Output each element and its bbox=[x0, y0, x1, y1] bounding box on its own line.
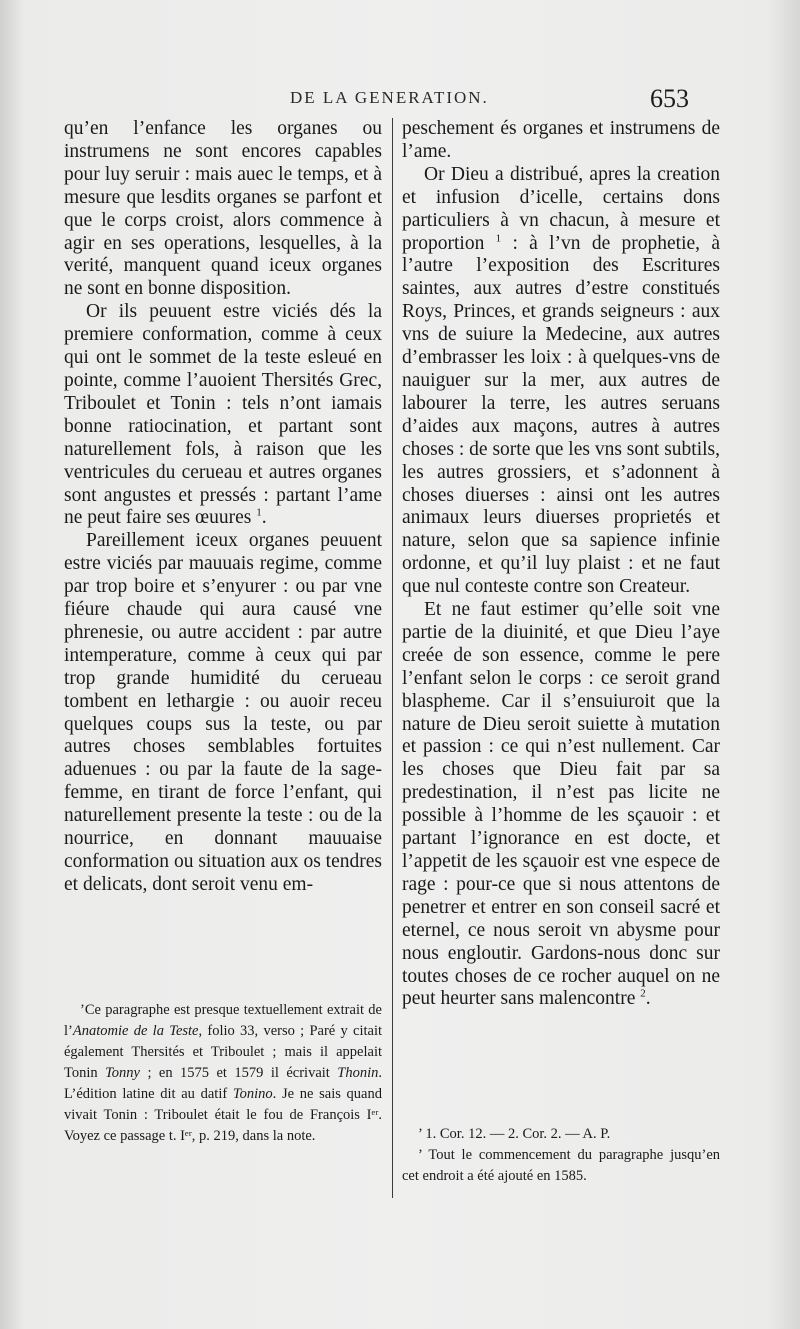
footnote-text: ’Ce paragraphe est presque textuellement extrait de l’Anatomie de la Teste, folio 33, verso ; Paré y citait également Thersités et Triboulet ; mais il appelait Tonin Tonny ; en 1575 et 1579 il écrivait Thonin. L’édition latine dit au datif Tonino. Je ne sais quand vivait Tonin : Triboulet était le fou de François Iᵉʳ. Voyez ce passage t. Iᵉʳ, p. 219, dans la note. bbox=[64, 1002, 382, 1144]
footnote-italic: Thonin bbox=[337, 1065, 379, 1081]
right-paragraph-2-text-b: : à l’vn de prophetie, à l’autre l’exposition des Escritures saintes, aux autres d’estre constitués Roys, Princes, et grands seigneurs : aux vns de suiure la Medecine, aux autres d’embrasser les loix : à quelques-vns de nauiguer sur la mer, aux autres de labourer la terre, les autres seruans d’aides aux maçons, autres à autres choses : de sorte que les vns sont subtils, les autres grossiers, et s’adonnent à choses diuerses : ainsi ont les autres animaux leurs diuerses proprietés et nature, selon que sa sapience infinie ordonne, et qu’il luy plaist : et ne faut que nul conteste contre son Createur. bbox=[402, 232, 721, 598]
footnote-2: ’ Tout le commencement du paragraphe jusqu’en cet endroit a été ajouté en 1585. bbox=[402, 1147, 721, 1184]
footnote-1-text: 1. Cor. 12. — 2. Cor. 2. — A. P. bbox=[425, 1126, 611, 1142]
left-paragraph-2-text: Or ils peuuent estre viciés dés la premiere conformation, comme à ceux qui ont le sommet de la teste esleué en pointe, comme l’auoient Thersités Grec, Triboulet et Tonin : tels n’ont iamais bonne ratiocination, et partant sont naturellement fols, à raison que les ventricules du cerueau et autres organes sont angustes et pressés : partant l’ame ne peut faire ses œuures bbox=[64, 301, 382, 529]
left-paragraph-1: qu’en l’enfance les organes ou instrumens ne sont encores capables pour luy seruir : mais auec le temps, et à mesure que lesdits organes se parfont et que le corps croist, alors commence à agir en ses operations, lesquelles, à la verité, manquent quand iceux organes ne sont en bonne disposition. bbox=[64, 118, 382, 300]
left-paragraph-2: Or ils peuuent estre viciés dés la premiere conformation, comme à ceux qui ont le sommet de la teste esleué en pointe, comme l’auoient Thersités Grec, Triboulet et Tonin : tels n’ont iamais bonne ratiocination, et partant sont naturellement fols, à raison que les ventricules du cerueau et autres organes sont angustes et pressés : partant l’ame ne peut faire ses œuures $^1$. bbox=[64, 301, 382, 529]
right-column bbox=[402, 118, 720, 1011]
left-footnote bbox=[64, 1000, 382, 1147]
footnote-part: . Je ne sais quand vivait Tonin : Triboulet était le fou de François Iᵉʳ. Voyez ce passage t. Iᵉʳ, p. 219, dans la note. bbox=[64, 1086, 382, 1144]
right-paragraph-3-text: Et ne faut estimer qu’elle soit vne partie de la diuinité, et que Dieu l’aye creée de son essence, comme le pere l’enfant selon le corps : ce seroit grand blaspheme. Car il s’ensuiuroit que la nature de Dieu seroit suiette à mutation et passion : ce qui n’est nullement. Car les choses que Dieu fait par sa predestination, il n’est pas licite ne possible à l’homme de les sçauoir : et partant l’ignorance en est docte, et l’appetit de les sçauoir est vne espece de rage : pour-ce que si nous attentons de penetrer et entrer en son conseil sacré et eternel, ce nous seroit vn abysme pour nous engloutir. Gardons-nous donc sur toutes choses de ce rocher auquel on ne peut heurter sans malencontre bbox=[402, 599, 720, 1010]
footnote-part: , folio 33, verso ; Paré y citait également Thersités et Triboulet ; mais il appelait Tonin bbox=[64, 1023, 382, 1081]
footnote-part: . L’édition latine dit au datif bbox=[64, 1065, 382, 1102]
footnote-italic: Anatomie de la Teste bbox=[72, 1023, 199, 1039]
page-number: 653 bbox=[650, 84, 689, 113]
footnote-ref: 1 bbox=[495, 232, 502, 245]
footnote-part: Ce paragraphe est presque textuellement extrait de l’ bbox=[64, 1002, 382, 1039]
footnote-1: ’ 1. Cor. 12. — 2. Cor. 2. — A. P. bbox=[418, 1126, 611, 1142]
right-paragraph-3: Et ne faut estimer qu’elle soit vne partie de la diuinité, et que Dieu l’aye creée de son essence, comme le pere l’enfant selon le corps : ce seroit grand blaspheme. Car il s’ensuiuroit que la nature de Dieu seroit suiette à mutation et passion : ce qui n’est nullement. Car les choses que Dieu fait par sa predestination, il n’est pas licite ne possible à l’homme de les sçauoir : et partant l’ignorance en est docte, et l’appetit de les sçauoir est vne espece de rage : pour-ce que si nous attentons de penetrer et entrer en son conseil sacré et eternel, ce nous seroit vn abysme pour nous engloutir. Gardons-nous donc sur toutes choses de ce rocher auquel on ne peut heurter sans malencontre $^2$. bbox=[402, 599, 720, 1010]
column-divider bbox=[392, 118, 393, 1198]
footnote-ref: 2 bbox=[640, 987, 646, 1000]
right-paragraph-2 bbox=[402, 164, 720, 599]
left-paragraph-3: Pareillement iceux organes peuuent estre viciés par mauuais regime, comme par trop boire et s’enyurer : ou par vne fiéure chaude qui aura causé vne phrenesie, ou autre accident : par autre intemperature, comme à ceux qui par trop grande humidité du cerueau tombent en lethargie : ou auoir receu quelques coups sus la teste, ou par autres choses semblables fortuites aduenues : ou par la faute de la sage-femme, en tirant de force l’enfant, qui naturellement presente la teste : ou de la nourrice, en donnant mauuaise conformation ou situation aux os tendres et delicats, dont seroit venu em- bbox=[64, 530, 382, 895]
footnote-part: ; en 1575 et 1579 il écrivait bbox=[140, 1065, 338, 1081]
left-column bbox=[64, 118, 382, 897]
right-paragraph-2-text-a: Or Dieu a distribué, apres la creation et infusion d’icelle, certains dons particuliers à vn chacun, à mesure et proportion bbox=[402, 163, 720, 254]
footnote-italic: Tonino bbox=[232, 1086, 273, 1102]
right-paragraph-1: peschement és organes et instrumens de l’ame. bbox=[402, 118, 720, 162]
right-footnotes bbox=[402, 1124, 720, 1187]
footnote-italic: Tonny bbox=[105, 1065, 140, 1081]
footnote-ref: 1 bbox=[256, 506, 262, 519]
running-title: DE LA GENERATION. bbox=[290, 88, 489, 107]
page-header bbox=[0, 86, 800, 116]
footnote-2-text: Tout le commencement du paragraphe jusqu’en cet endroit a été ajouté en 1585. bbox=[402, 1147, 721, 1184]
